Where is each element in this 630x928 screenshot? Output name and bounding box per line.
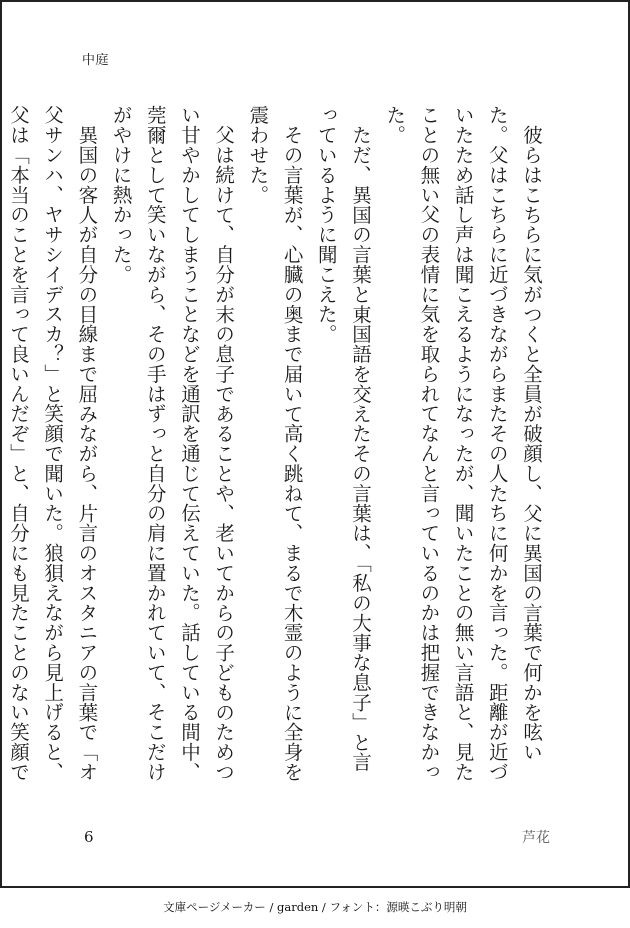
paragraph: 異国の客人が自分の目線まで屈みながら、片言のオスタニアの言葉で「オ父サンハ、ヤサシイデスカ？」と笑顔で聞いた。狼狽えながら見上げると、父は「本当のことを言って良いんだぞ」と、自分にも見たことのない笑顔で bbox=[6, 105, 99, 782]
paragraph: ただ、異国の言葉と東国語を交えたその言葉は、「私の大事な息子」と言っているように聞こえた。 bbox=[314, 105, 372, 772]
author-name: 芦花 bbox=[522, 830, 550, 846]
footer-credit: 文庫ページメーカー / garden / フォント：源暎こぶり明朝 bbox=[163, 900, 467, 914]
page-number: 6 bbox=[84, 828, 94, 846]
paragraph: その言葉が、心臓の奥まで届いて高く跳ねて、まるで木霊のように全身を震わせた。 bbox=[246, 105, 304, 782]
paragraph: 彼らはこちらに気がつくと全員が破顔し、父に異国の言葉で何かを呟いた。父はこちらに近づきながらまたその人たちに何かを言った。距離が近づいたため話し声は聞こえるようになったが、聞いたことの無い言語と、見たことの無い父の表情に気を取られてなんと言っているのかは把握できなかった。 bbox=[383, 105, 543, 782]
paragraph: 父は続けて、自分が末の息子であることや、老いてからの子どものためつい甘やかしてしまうことなどを通訳を通じて伝えていた。話している間中、莞爾として笑いながら、その手はずっと自分の肩に置かれていて、そこだけがやけに熱かった。 bbox=[109, 105, 236, 782]
chapter-title: 中庭 bbox=[82, 53, 110, 68]
body-text bbox=[6, 105, 548, 785]
